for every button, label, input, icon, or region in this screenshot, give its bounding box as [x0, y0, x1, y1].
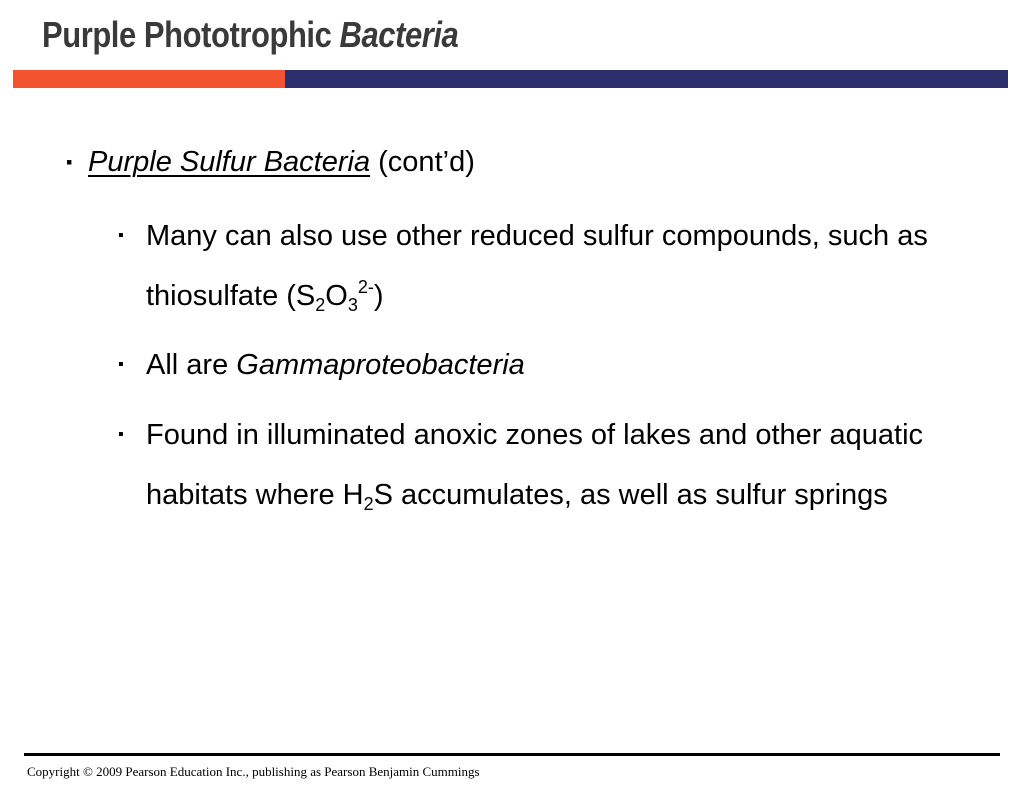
bullet-item-gammaproteobacteria [118, 335, 938, 395]
bullet-item-thiosulfate [118, 206, 938, 326]
bullet-item-habitats [118, 405, 938, 525]
text-run: All are [146, 349, 237, 381]
subscript: 2 [363, 494, 374, 514]
bullet-item-text [146, 206, 938, 326]
copyright-text: Copyright © 2009 Pearson Education Inc., publishing as Pearson Benjamin Cummings [27, 764, 480, 779]
superscript: 2- [357, 277, 374, 297]
bullet-item-text [146, 335, 938, 395]
subscript: 2 [315, 295, 326, 315]
text-run: Found in illuminated anoxic zones of lakes and other aquatic habitats where H [146, 419, 924, 511]
slide-title [42, 14, 458, 56]
slide-title-italic: Bacteria [339, 14, 459, 55]
text-run: Many can also use other reduced sulfur compounds, such as thiosulfate (S [146, 220, 928, 312]
title-rule-orange [13, 70, 285, 88]
text-run: ) [373, 280, 384, 312]
bullet-square-icon: ▪ [66, 152, 73, 172]
bullet-level1-text [88, 140, 475, 184]
taxon-italic: Gammaproteobacteria [236, 349, 525, 381]
title-rule-navy [285, 70, 1008, 88]
bullet-square-icon: ▪ [118, 356, 124, 373]
bullet-square-icon: ▪ [118, 426, 124, 443]
section-heading-suffix: (cont’d) [370, 146, 475, 178]
section-heading: Purple Sulfur Bacteria [88, 146, 371, 178]
text-run: S accumulates, as well as sulfur springs [373, 479, 888, 511]
bullet-square-icon: ▪ [118, 227, 124, 244]
text-run: O [325, 280, 348, 312]
footer-rule [24, 753, 1000, 756]
subscript: 3 [347, 295, 358, 315]
slide-title-main: Purple Phototrophic [42, 14, 340, 55]
bullet-item-text [146, 405, 938, 525]
